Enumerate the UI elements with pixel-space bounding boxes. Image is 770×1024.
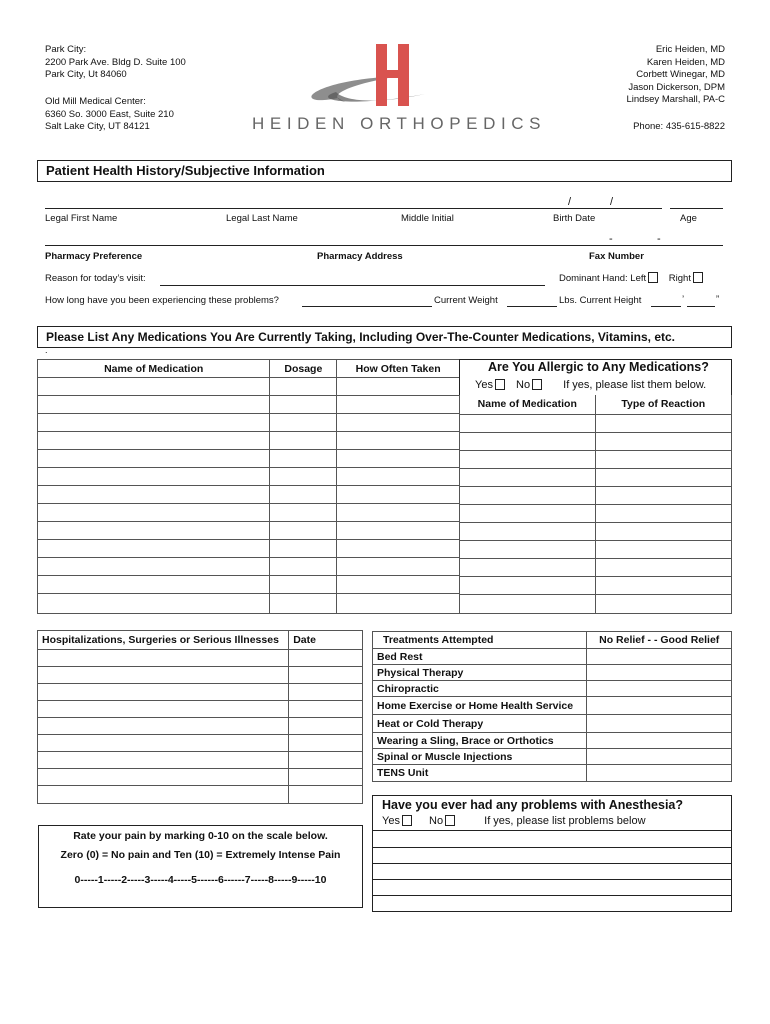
logo [250, 40, 545, 135]
med-cell[interactable] [270, 432, 337, 450]
label-first-name: Legal First Name [45, 213, 118, 224]
col-hospitalizations: Hospitalizations, Surgeries or Serious Illnesses [38, 631, 289, 650]
allergy-cell[interactable] [595, 468, 731, 486]
med-cell[interactable] [337, 468, 460, 486]
allergy-yes-checkbox[interactable] [495, 379, 505, 390]
label-middle-initial: Middle Initial [401, 213, 454, 224]
label-how-long: How long have you been experiencing these problems? [45, 295, 279, 306]
treatment-physical-therapy: Physical Therapy [373, 665, 587, 681]
hospital-cell[interactable] [38, 667, 289, 684]
med-cell[interactable] [270, 558, 337, 576]
allergy-cell[interactable] [595, 576, 731, 594]
med-cell[interactable] [38, 468, 270, 486]
label-weight: Current Weight [434, 295, 498, 306]
allergy-cell[interactable] [595, 522, 731, 540]
treatment-home-exercise: Home Exercise or Home Health Service [373, 697, 587, 715]
hospital-cell[interactable] [289, 684, 363, 701]
allergy-cell[interactable] [460, 540, 596, 558]
med-cell[interactable] [38, 594, 270, 614]
treatment-heat-cold: Heat or Cold Therapy [373, 715, 587, 733]
medications-title: Please List Any Medications You Are Currently Taking, Including Over-The-Counter Medications, Vitamins, etc. [37, 326, 732, 348]
park-city-address: Park City: 2200 Park Ave. Bldg D. Suite 100 Park City, Ut 84060 [45, 44, 186, 81]
pain-instruction-1: Rate your pain by marking 0-10 on the scale below. [73, 830, 328, 842]
hospital-cell[interactable] [38, 718, 289, 735]
med-cell[interactable] [270, 594, 337, 614]
med-cell[interactable] [270, 468, 337, 486]
col-how-often: How Often Taken [337, 360, 460, 378]
med-cell[interactable] [270, 414, 337, 432]
allergy-question: Are You Allergic to Any Medications? [488, 360, 709, 374]
left-hand-checkbox[interactable] [648, 272, 658, 283]
anesthesia-no-checkbox[interactable] [445, 815, 455, 826]
med-cell[interactable] [337, 396, 460, 414]
med-cell[interactable] [337, 414, 460, 432]
med-cell[interactable] [38, 504, 270, 522]
pain-instruction-2: Zero (0) = No pain and Ten (10) = Extremely Intense Pain [60, 849, 341, 861]
allergy-cell[interactable] [595, 540, 731, 558]
col-dosage: Dosage [270, 360, 337, 378]
med-cell[interactable] [337, 450, 460, 468]
treatment-bed-rest: Bed Rest [373, 649, 587, 665]
hospital-cell[interactable] [38, 735, 289, 752]
allergy-cell[interactable] [595, 558, 731, 576]
logo-text: HEIDEN ORTHOPEDICS [252, 114, 547, 133]
how-long-line[interactable] [302, 306, 432, 307]
col-relief: No Relief - - Good Relief [587, 632, 732, 649]
right-hand-checkbox[interactable] [693, 272, 703, 283]
anesthesia-line[interactable] [372, 830, 732, 831]
med-cell[interactable] [337, 540, 460, 558]
hospital-cell[interactable] [289, 701, 363, 718]
hospital-cell[interactable] [38, 769, 289, 786]
allergy-cell[interactable] [460, 450, 596, 468]
label-pharmacy-preference: Pharmacy Preference [45, 251, 143, 262]
med-cell[interactable] [38, 486, 270, 504]
med-cell[interactable] [337, 432, 460, 450]
height-feet-line[interactable] [651, 306, 681, 307]
med-cell[interactable] [270, 486, 337, 504]
med-cell[interactable] [270, 378, 337, 396]
hospital-cell[interactable] [289, 735, 363, 752]
dominant-hand: Dominant Hand: Left Right [559, 272, 703, 286]
hospital-cell[interactable] [38, 684, 289, 701]
col-name-of-medication: Name of Medication [38, 360, 270, 378]
height-inches-line[interactable] [687, 306, 715, 307]
allergy-cell[interactable] [595, 450, 731, 468]
reason-line[interactable] [160, 285, 545, 286]
med-cell[interactable] [38, 540, 270, 558]
allergy-cell[interactable] [595, 594, 731, 613]
relief-cell[interactable] [587, 649, 732, 665]
allergy-no-checkbox[interactable] [532, 379, 542, 390]
anesthesia-yes-no: Yes No If yes, please list problems below [382, 815, 646, 827]
med-cell[interactable] [270, 450, 337, 468]
relief-cell[interactable] [587, 697, 732, 715]
allergy-cell[interactable] [460, 432, 596, 450]
med-cell[interactable] [337, 594, 460, 614]
allergy-cell[interactable] [460, 522, 596, 540]
med-cell[interactable] [270, 576, 337, 594]
med-cell[interactable] [38, 414, 270, 432]
med-cell[interactable] [270, 522, 337, 540]
allergy-table [459, 395, 732, 614]
med-cell[interactable] [337, 576, 460, 594]
relief-cell[interactable] [587, 665, 732, 681]
label-reason: Reason for today’s visit: [45, 273, 146, 284]
treatment-injections: Spinal or Muscle Injections [373, 749, 587, 765]
anesthesia-line[interactable] [372, 879, 732, 880]
col-allergy-medication: Name of Medication [460, 395, 596, 414]
allergy-cell[interactable] [460, 414, 596, 432]
col-date: Date [289, 631, 363, 650]
med-cell[interactable] [270, 504, 337, 522]
allergy-cell[interactable] [460, 486, 596, 504]
relief-cell[interactable] [587, 715, 732, 733]
treatment-tens-unit: TENS Unit [373, 765, 587, 782]
anesthesia-line[interactable] [372, 847, 732, 848]
hospital-cell[interactable] [38, 786, 289, 804]
med-cell[interactable] [38, 432, 270, 450]
patient-section-title: Patient Health History/Subjective Information [37, 160, 732, 182]
allergy-cell[interactable] [460, 504, 596, 522]
allergy-cell[interactable] [460, 594, 596, 613]
relief-cell[interactable] [587, 681, 732, 697]
allergy-cell[interactable] [460, 576, 596, 594]
hospitalizations-table [37, 630, 363, 804]
med-cell[interactable] [270, 540, 337, 558]
allergy-yes-no: Yes No If yes, please list them below. [475, 379, 707, 391]
med-cell[interactable] [270, 396, 337, 414]
hospital-cell[interactable] [38, 650, 289, 667]
hospital-cell[interactable] [38, 701, 289, 718]
treatment-sling-brace: Wearing a Sling, Brace or Orthotics [373, 733, 587, 749]
hospital-cell[interactable] [289, 769, 363, 786]
allergy-cell[interactable] [460, 558, 596, 576]
med-cell[interactable] [337, 558, 460, 576]
med-cell[interactable] [38, 522, 270, 540]
col-type-of-reaction: Type of Reaction [595, 395, 731, 414]
label-height: Lbs. Current Height [559, 295, 642, 306]
name-line[interactable] [45, 208, 662, 209]
allergy-cell[interactable] [595, 432, 731, 450]
relief-cell[interactable] [587, 733, 732, 749]
phone: Phone: 435-615-8822 [633, 121, 725, 132]
label-last-name: Legal Last Name [226, 213, 298, 224]
medications-table [37, 359, 460, 614]
treatments-table [372, 631, 732, 782]
allergy-cell[interactable] [460, 468, 596, 486]
hospital-cell[interactable] [289, 718, 363, 735]
med-cell[interactable] [38, 450, 270, 468]
med-cell[interactable] [337, 486, 460, 504]
relief-cell[interactable] [587, 749, 732, 765]
pharmacy-line[interactable] [45, 245, 723, 246]
label-pharmacy-address: Pharmacy Address [317, 251, 403, 262]
weight-line[interactable] [507, 306, 557, 307]
relief-cell[interactable] [587, 765, 732, 782]
label-age: Age [680, 213, 697, 224]
anesthesia-line[interactable] [372, 863, 732, 864]
treatment-chiropractic: Chiropractic [373, 681, 587, 697]
col-treatments: Treatments Attempted [373, 632, 587, 649]
label-fax-number: Fax Number [589, 251, 644, 262]
anesthesia-question: Have you ever had any problems with Anesthesia? [382, 798, 684, 812]
allergy-cell[interactable] [595, 486, 731, 504]
anesthesia-line[interactable] [372, 895, 732, 896]
age-line[interactable] [670, 208, 723, 209]
old-mill-address: Old Mill Medical Center: 6360 So. 3000 East, Suite 210 Salt Lake City, UT 84121 [45, 96, 174, 133]
label-birth-date: Birth Date [553, 213, 596, 224]
hospital-cell[interactable] [289, 650, 363, 667]
med-cell[interactable] [337, 378, 460, 396]
med-cell[interactable] [38, 396, 270, 414]
doctor-list: Eric Heiden, MD Karen Heiden, MD Corbett Winegar, MD Jason Dickerson, DPM Lindsey Marshall, PA-C [626, 44, 725, 106]
hospital-cell[interactable] [38, 752, 289, 769]
hospital-cell[interactable] [289, 667, 363, 684]
allergy-cell[interactable] [595, 414, 731, 432]
anesthesia-yes-checkbox[interactable] [402, 815, 412, 826]
med-cell[interactable] [38, 558, 270, 576]
med-cell[interactable] [38, 378, 270, 396]
allergy-cell[interactable] [595, 504, 731, 522]
med-cell[interactable] [337, 504, 460, 522]
hospital-cell[interactable] [289, 786, 363, 804]
pain-scale[interactable]: 0-----1-----2-----3-----4-----5------6------7-----8-----9-----10 [74, 874, 327, 886]
med-cell[interactable] [38, 576, 270, 594]
hospital-cell[interactable] [289, 752, 363, 769]
med-cell[interactable] [337, 522, 460, 540]
